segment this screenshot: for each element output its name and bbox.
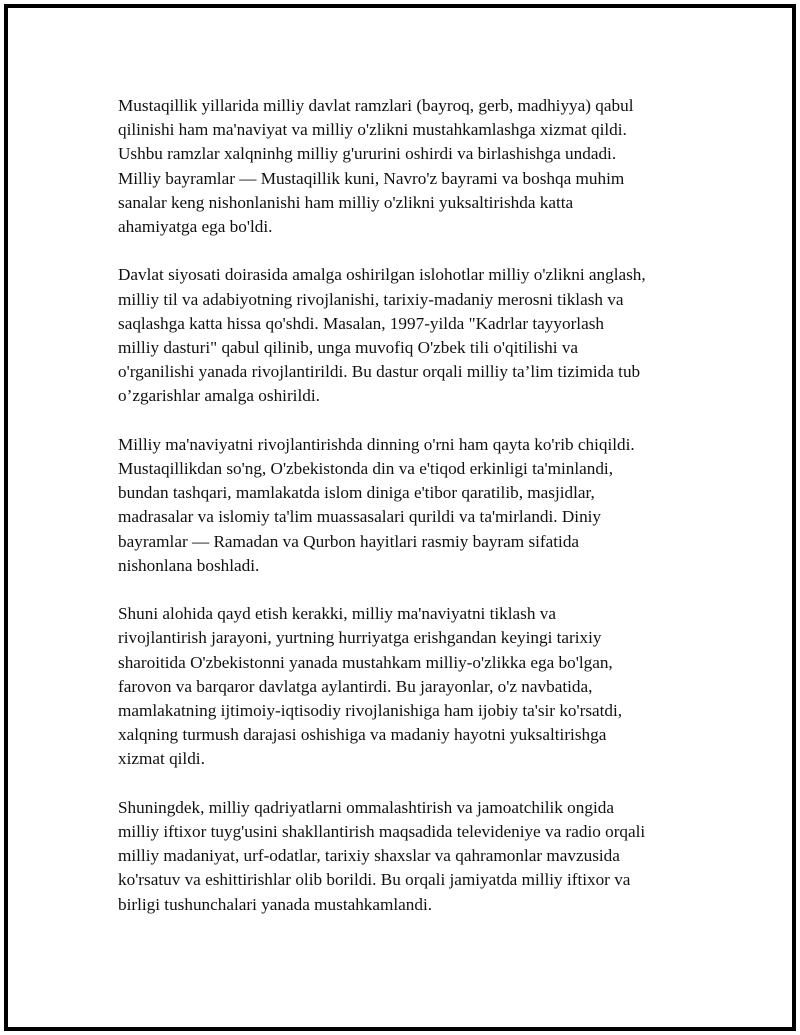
paragraph-4: Shuni alohida qayd etish kerakki, milliy ma'naviyatni tiklash va rivojlantirish jarayoni, yurtning hurriyatga erishgandan keyingi tarixiy sharoitida O'zbekistonni yanada mustahkam milliy-o'zlikka ega bo'lgan, farovon va barqaror davlatga aylantirdi. Bu jarayonlar, o'z navbatida, mamlakatning ijtimoiy-iqtisodiy rivojlanishiga ham ijobiy ta'sir ko'rsatdi, xalqning turmush darajasi oshishiga va madaniy hayotni yuksaltirishga xizmat qildi.: [118, 604, 623, 769]
paragraph-1: Mustaqillik yillarida milliy davlat ramzlari (bayroq, gerb, madhiyya) qabul qilinishi ham ma'naviyat va milliy o'zlikni mustahkamlashga xizmat qildi. Ushbu ramzlar xalqninhg milliy g'ururini oshirdi va birlashishga undadi. Milliy bayramlar — Mustaqillik kuni, Navro'z bayrami va boshqa muhim sanalar keng nishonlanishi ham milliy o'zlikni yuksaltirishda katta ahamiyatga ega bo'ldi.: [118, 96, 634, 237]
paragraph-3: Milliy ma'naviyatni rivojlantirishda dinning o'rni ham qayta ko'rib chiqildi. Mustaqillikdan so'ng, O'zbekistonda din va e'tiqod erkinligi ta'minlandi, bundan tashqari, mamlakatda islom diniga e'tibor qaratilib, masjidlar, madrasalar va islomiy ta'lim muassasalari qurildi va ta'mirlandi. Diniy bayramlar — Ramadan va Qurbon hayitlari rasmiy bayram sifatida nishonlana boshladi.: [118, 434, 635, 575]
paragraph-2: Davlat siyosati doirasida amalga oshirilgan islohotlar milliy o'zlikni anglash, milliy til va adabiyotning rivojlanishi, tarixiy-madaniy merosni tiklash va saqlashga katta hissa qo'shdi. Masalan, 1997-yilda "Kadrlar tayyorlash milliy dasturi" qabul qilinib, unga muvofiq O'zbek tili o'qitilishi va o'rganilishi yanada rivojlantirildi. Bu dastur orqali milliy ta’lim tizimida tub o’zgarishlar amalga oshirildi.: [118, 265, 646, 406]
paragraph-5: Shuningdek, milliy qadriyatlarni ommalashtirish va jamoatchilik ongida milliy iftixor tuyg'usini shakllantirish maqsadida televideniye va radio orqali milliy madaniyat, urf-odatlar, tarixiy shaxslar va qahramonlar mavzusida ko'rsatuv va eshittirishlar olib borildi. Bu orqali jamiyatda milliy iftixor va birligi tushunchalari yanada mustahkamlandi.: [118, 797, 646, 914]
document-body: [118, 94, 698, 941]
